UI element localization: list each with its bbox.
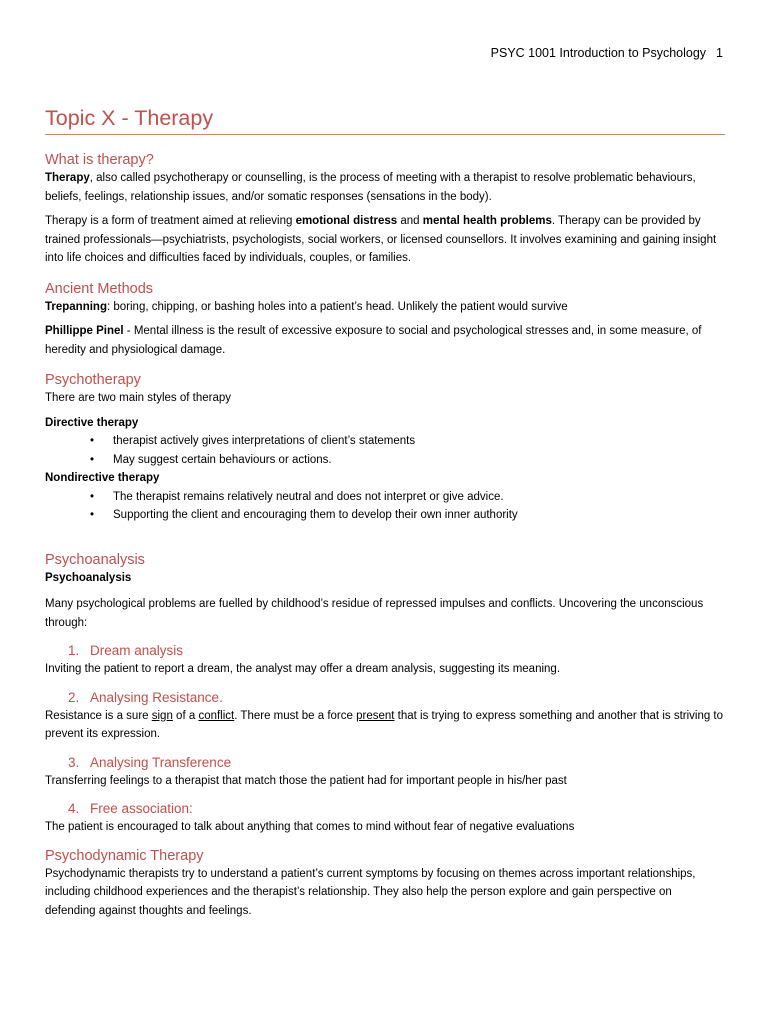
list-number: 4. <box>68 801 80 816</box>
text-span: . Therapy can be provided by trained professionals—psychiatrists, psychologists, social workers, or licensed counsellors. It involves examining and gaining insight into life choices and difficulties faced by individuals, couples, or families. <box>45 215 717 264</box>
list-number: 3. <box>68 754 80 770</box>
underlined-conflict: conflict <box>198 709 235 722</box>
text-span: Resistance is a sure <box>45 709 152 722</box>
label-directive-therapy <box>45 414 725 433</box>
list-heading-text: Dream analysis <box>90 643 184 658</box>
list-number: 2. <box>68 689 80 705</box>
text-span: of a <box>172 709 199 722</box>
paragraph-dream-analysis: Inviting the patient to report a dream, the analyst may offer a dream analysis, suggesting its meaning. <box>45 663 561 675</box>
text-span: : boring, chipping, or bashing holes into a patient’s head. Unlikely the patient would survive <box>106 300 568 313</box>
heading-analysing-resistance <box>45 689 725 707</box>
paragraph-free-association: The patient is encouraged to talk about anything that comes to mind without fear of negative evaluations <box>45 821 575 833</box>
paragraph-therapy-treatment <box>45 212 725 268</box>
bullet-icon: • <box>90 435 95 447</box>
list-heading-text: Analysing Transference <box>90 754 232 770</box>
label-nondirective-therapy <box>45 469 725 488</box>
list-item-text: The therapist remains relatively neutral and does not interpret or give advice. <box>113 490 504 503</box>
heading-analysing-transference <box>45 754 725 772</box>
term-psychoanalysis: Psychoanalysis <box>45 571 132 584</box>
paragraph-therapy-definition <box>45 169 725 206</box>
heading-psychoanalysis: Psychoanalysis <box>45 551 145 568</box>
document-body <box>45 104 725 920</box>
list-heading-text: Free association: <box>90 801 193 816</box>
text-span: Therapy is a form of treatment aimed at relieving <box>45 215 296 227</box>
list-item-text: Supporting the client and encouraging them to develop their own inner authority <box>113 509 518 521</box>
heading-ancient-methods: Ancient Methods <box>45 280 154 297</box>
term-emotional-distress: emotional distress <box>295 215 398 227</box>
list-item <box>45 432 725 451</box>
list-item <box>45 488 725 507</box>
paragraph-trepanning <box>45 298 725 317</box>
list-number: 1. <box>68 643 80 658</box>
bullet-icon: • <box>90 453 95 466</box>
bullet-icon: • <box>90 490 95 503</box>
paragraph-analysing-resistance <box>45 707 725 744</box>
list-nondirective <box>45 488 725 525</box>
term-therapy: Therapy <box>45 172 90 184</box>
underlined-present: present <box>356 709 395 722</box>
underlined-sign: sign <box>151 709 173 722</box>
paragraph-psychodynamic: Psychodynamic therapists try to understand a patient’s current symptoms by focusing on themes across important relationships, including childhood experiences and the therapist’s relationship. They also help the person explore and gain perspective on defending against thoughts and feelings. <box>45 867 696 917</box>
paragraph-pinel <box>45 322 725 359</box>
list-item-text: therapist actively gives interpretations of client’s statements <box>113 435 416 447</box>
list-item-text: May suggest certain behaviours or actions. <box>113 453 332 466</box>
text-span: - Mental illness is the result of excessive exposure to social and psychological stresses and, in some measure, of heredity and physiological damage. <box>45 325 702 356</box>
term-pinel: Phillippe Pinel <box>45 325 124 337</box>
term-trepanning: Trepanning <box>45 300 107 313</box>
text-span: and <box>397 215 423 227</box>
bullet-icon: • <box>90 509 95 521</box>
heading-what-is-therapy: What is therapy? <box>45 152 154 168</box>
term-nondirective-therapy: Nondirective therapy <box>45 472 160 484</box>
text-therapy-definition: , also called psychotherapy or counselling, is the process of meeting with a therapist to resolve problematic behaviours, beliefs, feelings, relationship issues, and/or somatic responses (sensations in the body). <box>45 172 696 203</box>
page-number: 1 <box>716 46 723 60</box>
list-directive <box>45 432 725 469</box>
text-span: . There must be a force <box>234 709 357 722</box>
paragraph-psychotherapy-intro: There are two main styles of therapy <box>45 392 231 404</box>
course-title: PSYC 1001 Introduction to Psychology <box>490 46 707 60</box>
term-mental-health-problems: mental health problems <box>422 215 552 227</box>
text-span: that is trying to express something and another that is striving to prevent its expression. <box>45 709 724 740</box>
list-item <box>45 506 725 525</box>
heading-psychodynamic-therapy: Psychodynamic Therapy <box>45 847 204 864</box>
paragraph-analysing-transference: Transferring feelings to a therapist that match those the patient had for important people in his/her past <box>45 774 567 787</box>
page-title: Topic X - Therapy <box>45 104 725 135</box>
page-header <box>491 46 723 60</box>
subheading-psychoanalysis <box>45 569 725 588</box>
list-heading-text: Analysing Resistance. <box>90 689 223 705</box>
paragraph-psychoanalysis-intro: Many psychological problems are fuelled by childhood’s residue of repressed impulses and conflicts. Uncovering the unconscious through: <box>45 598 704 629</box>
heading-dream-analysis <box>45 642 725 660</box>
heading-psychotherapy: Psychotherapy <box>45 372 141 388</box>
list-item <box>45 451 725 470</box>
heading-free-association <box>45 800 725 818</box>
term-directive-therapy: Directive therapy <box>45 416 139 429</box>
